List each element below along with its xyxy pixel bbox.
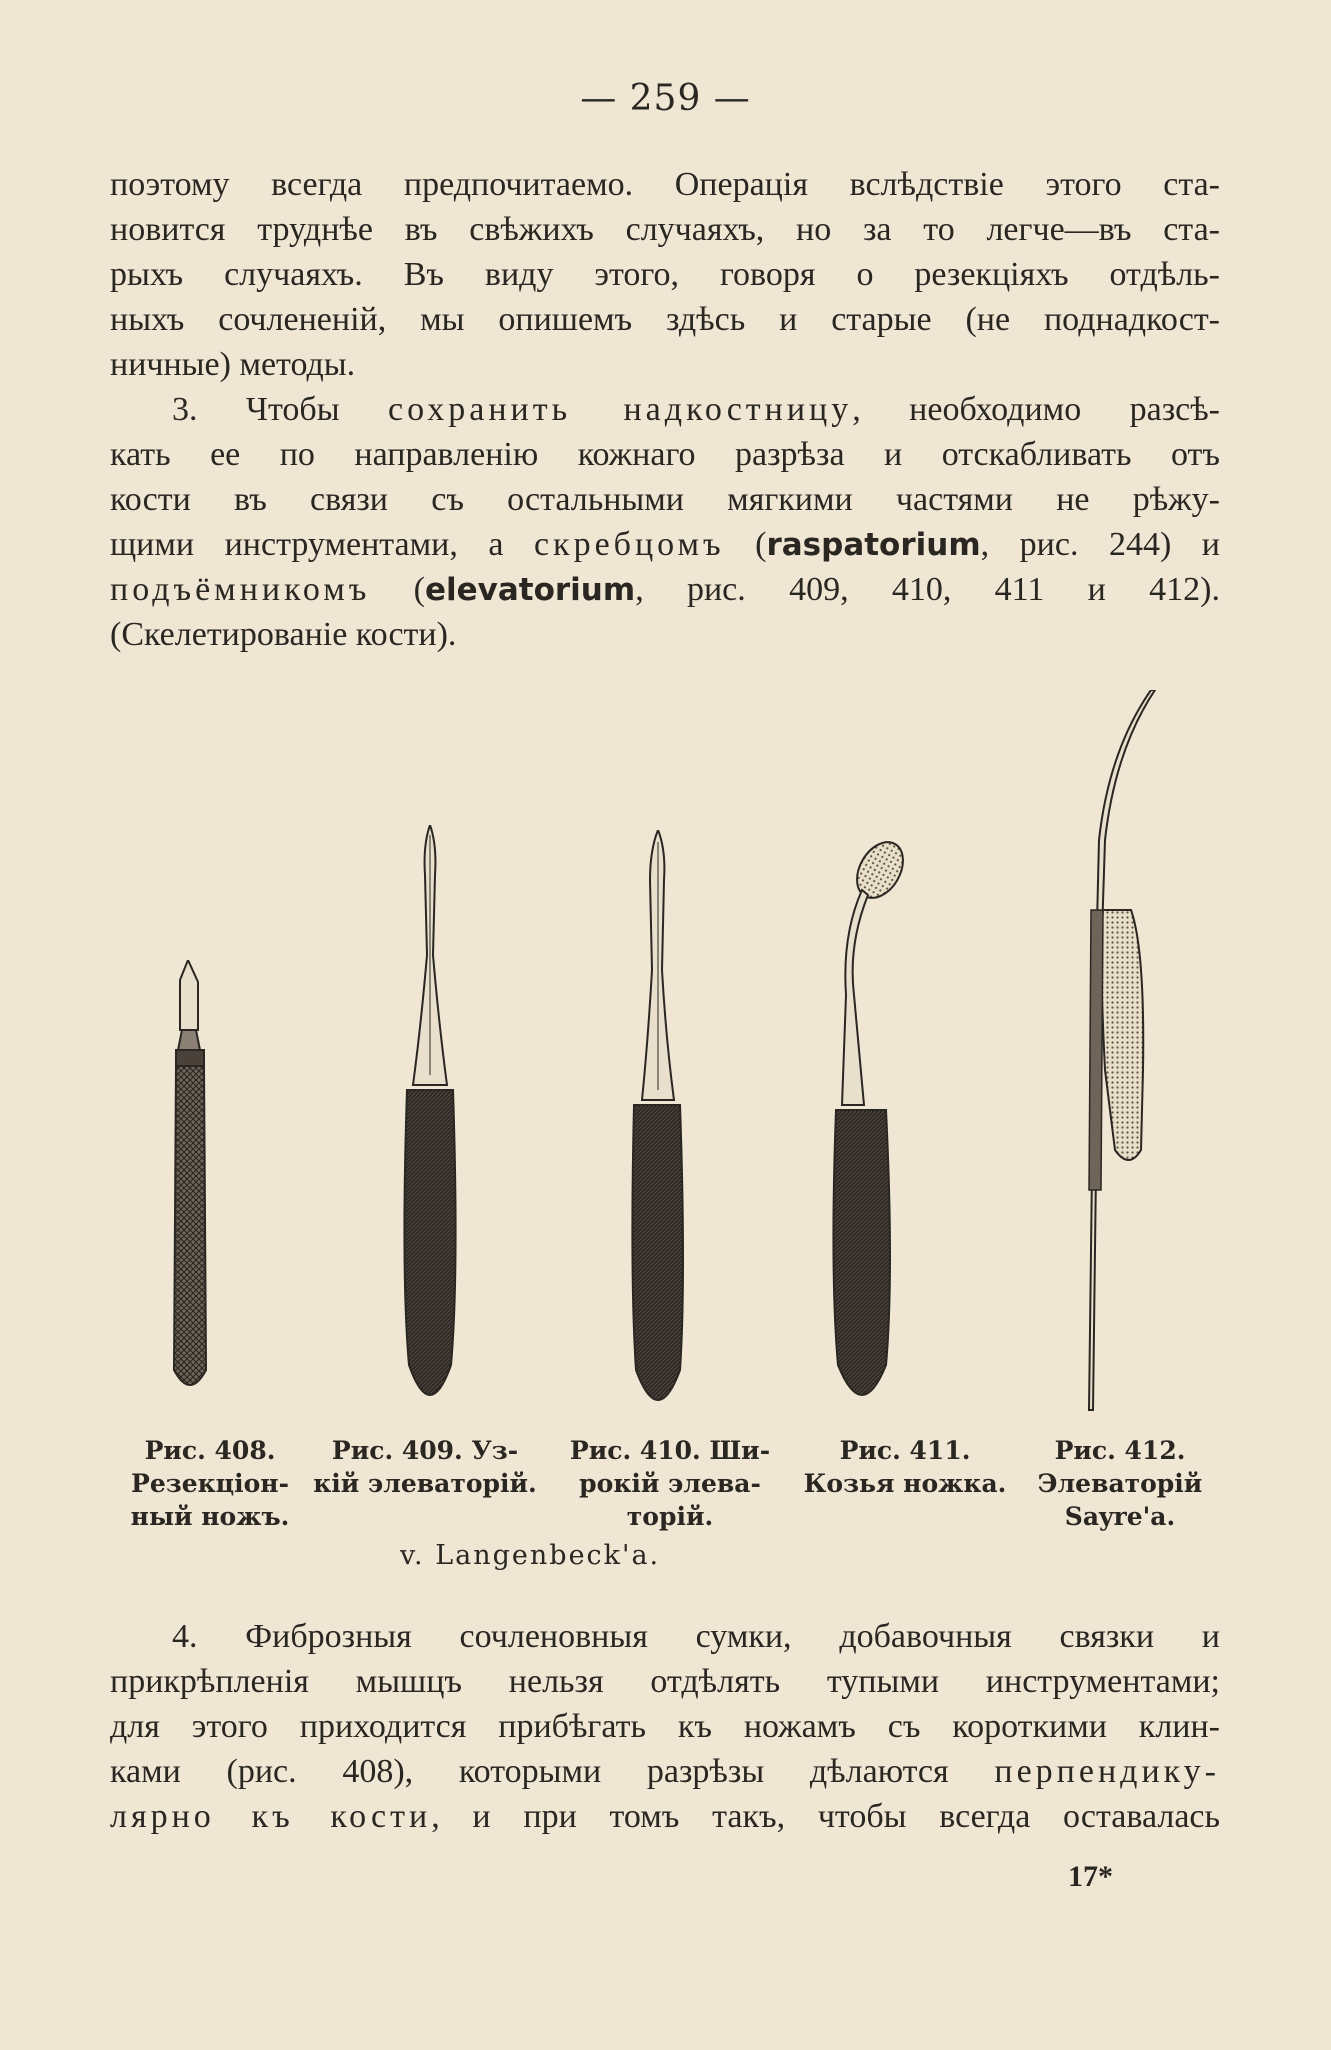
emphasis-text: подъёмникомъ xyxy=(110,571,371,608)
text-line xyxy=(110,522,1220,567)
caption-line: ный ножъ. xyxy=(130,1502,290,1531)
emphasis-text: перпендику- xyxy=(994,1753,1220,1790)
paragraph-3 xyxy=(110,1614,1220,1839)
text-line: 4. Фиброзныя сочленовныя сумки, добавочныя связки и xyxy=(172,1618,1220,1655)
text-line: рыхъ случаяхъ. Въ виду этого, говоря о резекціяхъ отдѣль- xyxy=(110,256,1220,293)
caption-line: Sayre'a. xyxy=(1064,1502,1176,1531)
figures-plate xyxy=(110,690,1220,1430)
text-run: , рис. 244) и xyxy=(980,526,1220,563)
text-run: 3. Чтобы xyxy=(172,391,388,428)
signature-mark: 17* xyxy=(1068,1860,1113,1893)
caption-line: Рис. 410. Ши- xyxy=(569,1436,771,1465)
text-line: для этого приходится прибѣгать къ ножамъ съ короткими клин- xyxy=(110,1708,1220,1745)
text-line xyxy=(110,1749,1220,1794)
emphasis-text: лярно къ кости xyxy=(110,1798,432,1835)
page-number: — 259 — xyxy=(580,78,751,119)
caption-line: Козья ножка. xyxy=(803,1469,1007,1498)
text-line: (Скелетированіе кости). xyxy=(110,616,457,653)
text-line: ныхъ сочлененій, мы опишемъ здѣсь и старые (не поднадкост- xyxy=(110,301,1220,338)
paragraph-2 xyxy=(110,387,1220,657)
caption-line: кій элеваторій. xyxy=(313,1469,537,1498)
caption-line: Рис. 408. xyxy=(144,1436,276,1465)
text-run: ( xyxy=(370,571,425,608)
figure-credit: v. Langenbeck'a. xyxy=(400,1540,661,1571)
figure-411-illustration xyxy=(828,835,918,1415)
text-line: поэтому всегда предпочитаемо. Операція вслѣдствіе этого ста- xyxy=(110,166,1220,203)
text-line: прикрѣпленія мышцъ нельзя отдѣлять тупыми инструментами; xyxy=(110,1663,1220,1700)
caption-fig-412 xyxy=(1030,1434,1210,1533)
text-run: , необходимо разсѣ- xyxy=(852,391,1220,428)
figure-410-illustration xyxy=(622,830,692,1420)
figure-409-illustration xyxy=(395,825,465,1415)
figure-408-illustration xyxy=(160,960,220,1400)
caption-fig-410 xyxy=(560,1434,780,1533)
caption-line: торій. xyxy=(626,1502,714,1531)
caption-line: Резекціон- xyxy=(131,1469,289,1498)
text-run: , рис. 409, 410, 411 и 412). xyxy=(635,571,1220,608)
text-run: ( xyxy=(724,526,767,563)
emphasis-text: сохранить надкостницу xyxy=(387,391,853,428)
paragraph-1 xyxy=(110,162,1220,387)
latin-term: raspatorium xyxy=(766,527,981,563)
caption-line: Элеваторій xyxy=(1037,1469,1203,1498)
text-run: щими инструментами, а xyxy=(110,526,534,563)
text-line: кости въ связи съ остальными мягкими частями не рѣжу- xyxy=(110,481,1220,518)
text-line xyxy=(110,567,1220,612)
text-line xyxy=(110,387,1220,432)
caption-line: рокій элева- xyxy=(579,1469,761,1498)
caption-fig-408 xyxy=(130,1434,290,1533)
caption-fig-411 xyxy=(790,1434,1020,1500)
text-line xyxy=(110,1794,1220,1839)
latin-term: elevatorium xyxy=(424,572,636,608)
text-line: кать ее по направленію кожнаго разрѣза и отскабливать отъ xyxy=(110,436,1220,473)
caption-line: Рис. 411. xyxy=(839,1436,971,1465)
caption-line: Рис. 409. Уз- xyxy=(331,1436,519,1465)
text-run: ками (рис. 408), которыми разрѣзы дѣлаются xyxy=(110,1753,995,1790)
caption-fig-409 xyxy=(310,1434,540,1500)
figure-412-illustration xyxy=(1055,690,1175,1420)
text-line: новится труднѣе въ свѣжихъ случаяхъ, но за то легче—въ ста- xyxy=(110,211,1220,248)
emphasis-text: скребцомъ xyxy=(533,526,725,563)
text-line: ничные) методы. xyxy=(110,346,356,383)
text-run: , и при томъ такъ, чтобы всегда оставалась xyxy=(431,1798,1220,1835)
caption-line: Рис. 412. xyxy=(1054,1436,1186,1465)
